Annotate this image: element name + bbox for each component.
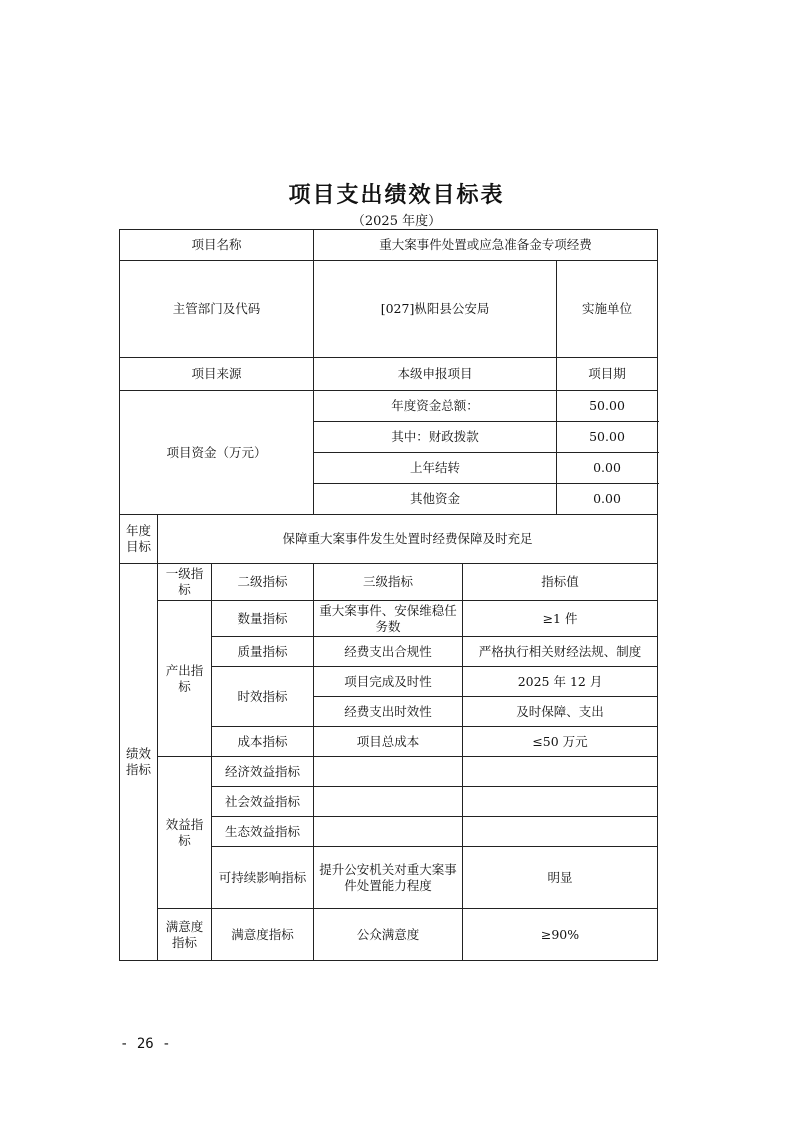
performance-table — [119, 229, 658, 961]
funds-total-label: 年度资金总额： — [314, 391, 557, 422]
funds-other-label: 其他资金 — [314, 484, 557, 515]
header-value: 指标值 — [463, 564, 658, 601]
header-level1: 一级指标 — [158, 564, 212, 601]
funds-carry-value: 0.00 — [557, 453, 658, 484]
satisfaction-value: ≥90% — [463, 909, 658, 961]
social-indicator-item — [314, 787, 463, 817]
economic-indicator-label: 经济效益指标 — [212, 757, 314, 787]
timeliness-value-spending: 及时保障、支出 — [463, 697, 658, 727]
timeliness-value-completion: 2025 年 12 月 — [463, 667, 658, 697]
goal-text: 保障重大案事件发生处置时经费保障及时充足 — [158, 515, 658, 564]
quantity-indicator-value: ≥1 件 — [463, 601, 658, 637]
document-title: 项目支出绩效目标表 — [288, 183, 505, 208]
project-name-label: 项目名称 — [120, 230, 314, 261]
quantity-indicator-item: 重大案事件、安保维稳任务数 — [314, 601, 463, 637]
funds-fiscal-label: 其中：财政拨款 — [314, 422, 557, 453]
funds-other-value: 0.00 — [557, 484, 658, 515]
dept-value: [027]枞阳县公安局 — [314, 261, 557, 358]
quality-indicator-item: 经费支出合规性 — [314, 637, 463, 667]
timeliness-item-spending: 经费支出时效性 — [314, 697, 463, 727]
cost-indicator-item: 项目总成本 — [314, 727, 463, 757]
ecological-indicator-label: 生态效益指标 — [212, 817, 314, 847]
economic-indicator-item — [314, 757, 463, 787]
funds-total-value: 50.00 — [557, 391, 658, 422]
source-value: 本级申报项目 — [314, 358, 557, 391]
ecological-indicator-value — [463, 817, 658, 847]
impl-label: 实施单位 — [557, 261, 658, 358]
quantity-indicator-label: 数量指标 — [212, 601, 314, 637]
economic-indicator-value — [463, 757, 658, 787]
cost-indicator-label: 成本指标 — [212, 727, 314, 757]
timeliness-indicator-label: 时效指标 — [212, 667, 314, 727]
period-label: 项目期 — [557, 358, 658, 391]
social-indicator-value — [463, 787, 658, 817]
satisfaction-sub-label: 满意度指标 — [212, 909, 314, 961]
header-level3: 三级指标 — [314, 564, 463, 601]
quality-indicator-value: 严格执行相关财经法规、制度 — [463, 637, 658, 667]
indicator-section-label: 绩效指标 — [120, 564, 158, 961]
funds-carry-label: 上年结转 — [314, 453, 557, 484]
social-indicator-label: 社会效益指标 — [212, 787, 314, 817]
funds-fiscal-value: 50.00 — [557, 422, 658, 453]
satisfaction-item: 公众满意度 — [314, 909, 463, 961]
cost-indicator-value: ≤50 万元 — [463, 727, 658, 757]
goal-label: 年度目标 — [120, 515, 158, 564]
satisfaction-indicator-label: 满意度指标 — [158, 909, 212, 961]
sustainable-indicator-item: 提升公安机关对重大案事件处置能力程度 — [314, 847, 463, 909]
header-level2: 二级指标 — [212, 564, 314, 601]
funds-label: 项目资金（万元） — [120, 391, 314, 515]
dept-label: 主管部门及代码 — [120, 261, 314, 358]
year-note: （2025 年度） — [351, 214, 442, 229]
output-indicator-label: 产出指标 — [158, 601, 212, 757]
quality-indicator-label: 质量指标 — [212, 637, 314, 667]
project-name-value: 重大案事件处置或应急准备金专项经费 — [314, 230, 658, 261]
ecological-indicator-item — [314, 817, 463, 847]
timeliness-item-completion: 项目完成及时性 — [314, 667, 463, 697]
page-number: - 26 - — [120, 1036, 171, 1052]
benefit-indicator-label: 效益指标 — [158, 757, 212, 909]
sustainable-indicator-value: 明显 — [463, 847, 658, 909]
source-label: 项目来源 — [120, 358, 314, 391]
sustainable-indicator-label: 可持续影响指标 — [212, 847, 314, 909]
